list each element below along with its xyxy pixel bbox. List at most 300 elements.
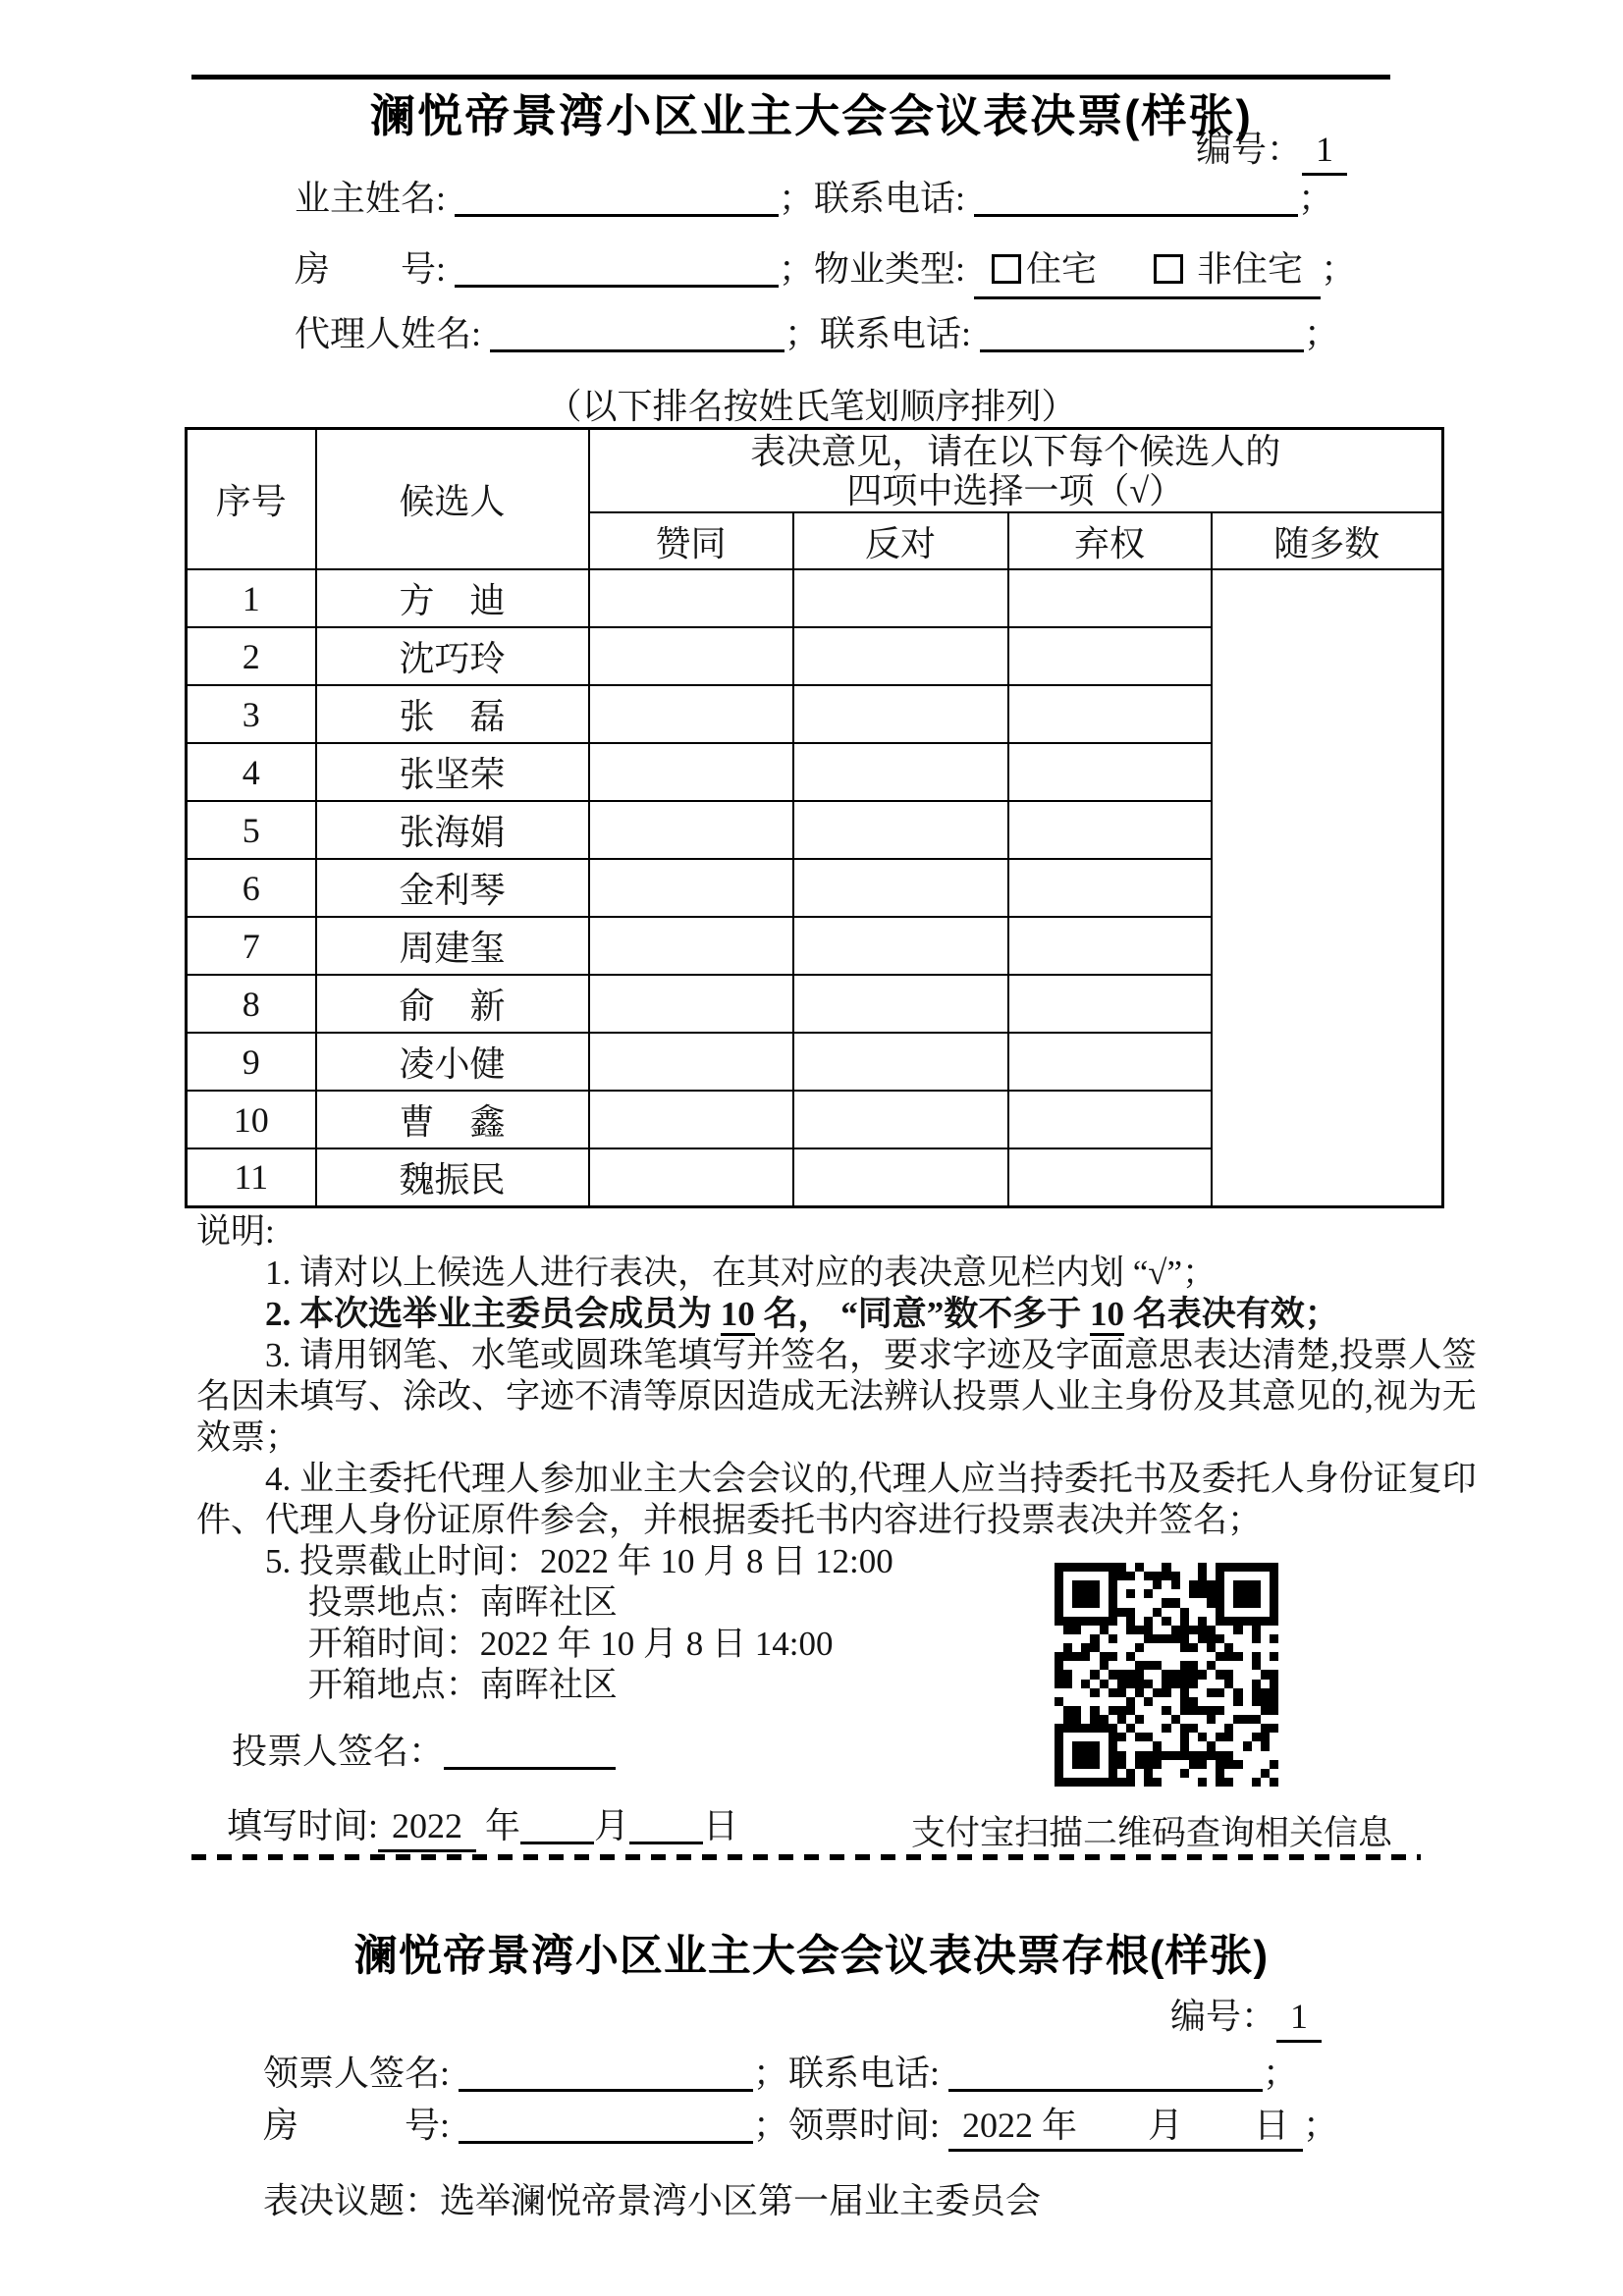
vote-cell-abstain (1008, 743, 1212, 801)
qr-module (1233, 1751, 1242, 1760)
field-label: ；联系电话: (784, 314, 981, 353)
qr-module (1198, 1724, 1207, 1733)
qr-module (1144, 1617, 1153, 1626)
qr-module (1207, 1589, 1216, 1598)
qr-module (1270, 1697, 1278, 1706)
qr-module (1063, 1715, 1072, 1724)
vote-cell-approve (589, 859, 793, 917)
qr-module (1216, 1589, 1224, 1598)
qr-module (1261, 1715, 1270, 1724)
qr-module (1109, 1572, 1117, 1580)
qr-module (1171, 1697, 1180, 1706)
qr-module (1180, 1751, 1189, 1760)
qr-module (1207, 1670, 1216, 1679)
qr-module (1180, 1741, 1189, 1750)
qr-module (1117, 1563, 1126, 1572)
note-text: 说明: (196, 1212, 275, 1251)
qr-module (1090, 1563, 1099, 1572)
qr-module (1117, 1580, 1126, 1589)
qr-module (1153, 1634, 1162, 1643)
qr-module (1243, 1680, 1252, 1688)
note-text: 名， “同意”数不多于 (754, 1295, 1091, 1333)
qr-module (1100, 1697, 1109, 1706)
qr-module (1243, 1643, 1252, 1652)
qr-module (1189, 1751, 1198, 1760)
qr-module (1243, 1706, 1252, 1715)
qr-module (1090, 1643, 1099, 1652)
qr-module (1270, 1769, 1278, 1778)
vote-cell-approve (589, 917, 793, 975)
qr-module (1233, 1697, 1242, 1706)
qr-module (1081, 1572, 1090, 1580)
qr-module (1055, 1661, 1063, 1670)
qr-module (1090, 1724, 1099, 1733)
note-text: 1. 请对以上候选人进行表决，在其对应的表决意见栏内划 “√”； (196, 1254, 1217, 1292)
qr-module (1055, 1778, 1063, 1787)
qr-module (1252, 1661, 1261, 1670)
qr-module (1072, 1661, 1081, 1670)
voter-sign-row (232, 1728, 616, 1775)
blank-line (629, 1806, 703, 1844)
qr-module (1117, 1724, 1126, 1733)
qr-module (1189, 1778, 1198, 1787)
qr-module (1270, 1580, 1278, 1589)
qr-module (1189, 1580, 1198, 1589)
qr-module (1252, 1733, 1261, 1741)
qr-module (1153, 1760, 1162, 1769)
qr-module (1171, 1589, 1180, 1598)
qr-module (1153, 1751, 1162, 1760)
seq-cell: 6 (187, 859, 316, 917)
qr-module (1063, 1661, 1072, 1670)
qr-module (1090, 1715, 1099, 1724)
qr-module (1243, 1580, 1252, 1589)
qr-module (1180, 1652, 1189, 1661)
qr-module (1126, 1670, 1135, 1679)
qr-module (1144, 1580, 1153, 1589)
qr-module (1162, 1652, 1170, 1661)
qr-module (1126, 1643, 1135, 1652)
qr-module (1189, 1598, 1198, 1607)
qr-module (1109, 1778, 1117, 1787)
qr-module (1153, 1715, 1162, 1724)
qr-module (1072, 1715, 1081, 1724)
seq-cell: 10 (187, 1091, 316, 1148)
qr-module (1180, 1724, 1189, 1733)
qr-module (1100, 1778, 1109, 1787)
qr-module (1153, 1778, 1162, 1787)
qr-module (1055, 1598, 1063, 1607)
qr-module (1135, 1617, 1144, 1626)
qr-module (1216, 1652, 1224, 1661)
qr-module (1180, 1626, 1189, 1634)
field-label: ；联系电话: (753, 2054, 949, 2093)
qr-module (1063, 1580, 1072, 1589)
field-label: 月 (594, 1806, 630, 1845)
qr-module (1100, 1733, 1109, 1741)
qr-module (1189, 1626, 1198, 1634)
qr-module (1233, 1706, 1242, 1715)
qr-module (1243, 1760, 1252, 1769)
candidate-name-cell: 张海娟 (316, 801, 589, 859)
qr-module (1126, 1688, 1135, 1697)
qr-module (1243, 1589, 1252, 1598)
qr-module (1189, 1741, 1198, 1750)
qr-module (1224, 1643, 1233, 1652)
note-text: 5. 投票截止时间：2022 年 10 月 8 日 12:00 (196, 1542, 893, 1580)
qr-module (1261, 1598, 1270, 1607)
qr-module (1063, 1769, 1072, 1778)
qr-module (1180, 1706, 1189, 1715)
qr-module (1243, 1598, 1252, 1607)
qr-module (1180, 1589, 1189, 1598)
qr-module (1171, 1634, 1180, 1643)
qr-module (1100, 1715, 1109, 1724)
qr-module (1126, 1751, 1135, 1760)
header-approve: 赞同 (589, 512, 793, 569)
qr-module (1072, 1643, 1081, 1652)
qr-module (1100, 1680, 1109, 1688)
qr-module (1207, 1652, 1216, 1661)
qr-module (1109, 1617, 1117, 1626)
qr-module (1216, 1778, 1224, 1787)
underlined-number: 10 (1090, 1295, 1124, 1336)
qr-module (1180, 1688, 1189, 1697)
seq-cell: 11 (187, 1148, 316, 1206)
qr-module (1100, 1751, 1109, 1760)
note-line (196, 1253, 1473, 1294)
qr-module (1055, 1643, 1063, 1652)
underlined-value: 1 (1276, 1993, 1322, 2043)
qr-module (1100, 1626, 1109, 1634)
qr-module (1252, 1741, 1261, 1750)
qr-module (1126, 1715, 1135, 1724)
qr-module (1270, 1688, 1278, 1697)
qr-module (1198, 1688, 1207, 1697)
qr-module (1109, 1626, 1117, 1634)
qr-module (1135, 1634, 1144, 1643)
note-text: 名表决有效； (1124, 1295, 1339, 1333)
qr-module (1224, 1733, 1233, 1741)
seq-cell: 5 (187, 801, 316, 859)
qr-module (1198, 1589, 1207, 1598)
qr-module (1171, 1706, 1180, 1715)
vote-cell-approve (589, 743, 793, 801)
qr-module (1252, 1563, 1261, 1572)
qr-module (1224, 1598, 1233, 1607)
checkbox-icon (1154, 254, 1183, 284)
qr-module (1126, 1580, 1135, 1589)
qr-module (1189, 1706, 1198, 1715)
qr-module (1072, 1760, 1081, 1769)
qr-module (1189, 1724, 1198, 1733)
qr-module (1135, 1706, 1144, 1715)
qr-module (1171, 1572, 1180, 1580)
qr-module (1207, 1680, 1216, 1688)
qr-module (1144, 1634, 1153, 1643)
note-line (196, 1582, 1473, 1624)
qr-module (1224, 1680, 1233, 1688)
qr-module (1135, 1751, 1144, 1760)
qr-module (1207, 1715, 1216, 1724)
qr-module (1243, 1688, 1252, 1697)
note-text: 件、代理人身份证原件参会，并根据委托书内容进行投票表决并签名； (196, 1501, 1263, 1539)
qr-module (1180, 1608, 1189, 1617)
qr-module (1072, 1724, 1081, 1733)
qr-module (1233, 1715, 1242, 1724)
qr-module (1162, 1589, 1170, 1598)
qr-module (1207, 1778, 1216, 1787)
cut-dashed-line (191, 1854, 1421, 1860)
qr-module (1135, 1670, 1144, 1679)
blank-line (444, 1732, 616, 1770)
qr-module (1198, 1680, 1207, 1688)
qr-module (1153, 1652, 1162, 1661)
seq-cell: 8 (187, 975, 316, 1033)
qr-module (1189, 1661, 1198, 1670)
qr-module (1135, 1652, 1144, 1661)
qr-module (1180, 1670, 1189, 1679)
qr-module (1153, 1769, 1162, 1778)
qr-module (1233, 1572, 1242, 1580)
seq-cell: 1 (187, 569, 316, 627)
vote-cell-oppose (793, 1091, 1008, 1148)
qr-module (1233, 1741, 1242, 1750)
qr-module (1261, 1580, 1270, 1589)
qr-module (1207, 1724, 1216, 1733)
qr-module (1216, 1670, 1224, 1679)
field-label: 编号： (1196, 130, 1303, 169)
qr-module (1063, 1680, 1072, 1688)
checkbox-label: 非住宅 (1188, 249, 1304, 289)
qr-module (1171, 1661, 1180, 1670)
qr-module (1117, 1760, 1126, 1769)
qr-module (1171, 1617, 1180, 1626)
qr-module (1270, 1652, 1278, 1661)
qr-module (1055, 1751, 1063, 1760)
qr-module (1261, 1680, 1270, 1688)
qr-module (1063, 1688, 1072, 1697)
qr-module (1243, 1661, 1252, 1670)
qr-module (1252, 1715, 1261, 1724)
qr-module (1171, 1643, 1180, 1652)
qr-module (1090, 1697, 1099, 1706)
stub-sign-row (263, 2050, 1298, 2097)
vote-cell-approve (589, 1033, 793, 1091)
qr-module (1126, 1697, 1135, 1706)
qr-module (1261, 1670, 1270, 1679)
field-label: 编号： (1170, 1997, 1277, 2036)
qr-module (1090, 1741, 1099, 1750)
vote-cell-abstain (1008, 975, 1212, 1033)
qr-module (1252, 1580, 1261, 1589)
vote-instruction-line2: 四项中选择一项（√） (846, 470, 1185, 510)
qr-module (1207, 1598, 1216, 1607)
qr-module (1189, 1617, 1198, 1626)
serial1-row (1196, 126, 1347, 176)
qr-module (1224, 1715, 1233, 1724)
qr-module (1109, 1598, 1117, 1607)
qr-module (1180, 1778, 1189, 1787)
qr-module (1171, 1598, 1180, 1607)
qr-module (1252, 1634, 1261, 1643)
qr-module (1270, 1617, 1278, 1626)
qr-module (1055, 1724, 1063, 1733)
qr-module (1233, 1733, 1242, 1741)
qr-module (1180, 1617, 1189, 1626)
underlined-value: 2022 年 月 日 (948, 2102, 1303, 2152)
qr-module (1109, 1643, 1117, 1652)
qr-module (1081, 1670, 1090, 1679)
qr-module (1072, 1626, 1081, 1634)
seq-cell: 2 (187, 627, 316, 685)
qr-module (1063, 1643, 1072, 1652)
qr-module (1153, 1680, 1162, 1688)
vote-cell-abstain (1008, 569, 1212, 627)
qr-module (1216, 1741, 1224, 1750)
qr-module (1055, 1688, 1063, 1697)
qr-module (1055, 1741, 1063, 1750)
field-label: ； (1263, 2054, 1299, 2093)
qr-module (1109, 1733, 1117, 1741)
qr-module (1189, 1652, 1198, 1661)
qr-module (1198, 1760, 1207, 1769)
qr-module (1055, 1589, 1063, 1598)
qr-module (1233, 1626, 1242, 1634)
qr-module (1171, 1608, 1180, 1617)
blank-line (490, 314, 784, 352)
qr-module (1216, 1661, 1224, 1670)
qr-module (1243, 1724, 1252, 1733)
qr-module (1126, 1661, 1135, 1670)
qr-module (1055, 1680, 1063, 1688)
qr-module (1117, 1706, 1126, 1715)
qr-module (1270, 1724, 1278, 1733)
qr-module (1198, 1572, 1207, 1580)
qr-module (1189, 1572, 1198, 1580)
qr-module (1063, 1634, 1072, 1643)
qr-module (1171, 1760, 1180, 1769)
vote-cell-abstain (1008, 627, 1212, 685)
note-line (196, 1624, 1473, 1665)
qr-module (1198, 1652, 1207, 1661)
qr-module (1153, 1572, 1162, 1580)
qr-module (1126, 1634, 1135, 1643)
vote-cell-approve (589, 569, 793, 627)
qr-module (1207, 1706, 1216, 1715)
qr-module (1081, 1563, 1090, 1572)
qr-module (1117, 1670, 1126, 1679)
qr-module (1055, 1608, 1063, 1617)
qr-module (1243, 1652, 1252, 1661)
qr-module (1117, 1715, 1126, 1724)
qr-module (1055, 1563, 1063, 1572)
stub-title: 澜悦帝景湾小区业主大会会议表决票存根(样张) (353, 1932, 1270, 1980)
qr-module (1153, 1741, 1162, 1750)
qr-module (1270, 1778, 1278, 1787)
qr-module (1063, 1572, 1072, 1580)
field-label: 代理人姓名: (295, 314, 491, 353)
qr-module (1162, 1643, 1170, 1652)
qr-module (1216, 1733, 1224, 1741)
room-row (295, 245, 1356, 299)
qr-module (1072, 1634, 1081, 1643)
qr-module (1072, 1680, 1081, 1688)
qr-module (1233, 1617, 1242, 1626)
qr-module (1233, 1643, 1242, 1652)
qr-module (1198, 1733, 1207, 1741)
qr-module (1144, 1680, 1153, 1688)
qr-module (1162, 1715, 1170, 1724)
vote-cell-follow-majority (1212, 569, 1443, 1206)
qr-module (1261, 1769, 1270, 1778)
qr-module (1171, 1778, 1180, 1787)
qr-module (1270, 1563, 1278, 1572)
qr-module (1162, 1617, 1170, 1626)
qr-module (1072, 1572, 1081, 1580)
qr-module (1207, 1688, 1216, 1697)
qr-module (1090, 1778, 1099, 1787)
qr-module (1270, 1741, 1278, 1750)
qr-module (1233, 1680, 1242, 1688)
qr-module (1198, 1617, 1207, 1626)
qr-module (1117, 1661, 1126, 1670)
vote-cell-approve (589, 801, 793, 859)
vote-cell-approve (589, 1091, 793, 1148)
qr-module (1233, 1652, 1242, 1661)
qr-module (1216, 1572, 1224, 1580)
qr-module (1117, 1733, 1126, 1741)
qr-module (1117, 1572, 1126, 1580)
field-label: 投票人签名： (232, 1732, 445, 1771)
qr-module (1144, 1697, 1153, 1706)
qr-module (1207, 1733, 1216, 1741)
qr-module (1180, 1697, 1189, 1706)
qr-module (1072, 1706, 1081, 1715)
qr-module (1081, 1697, 1090, 1706)
qr-module (1063, 1608, 1072, 1617)
qr-module (1063, 1724, 1072, 1733)
qr-module (1162, 1598, 1170, 1607)
fill-date-row (227, 1802, 738, 1852)
qr-module (1162, 1661, 1170, 1670)
qr-module (1162, 1572, 1170, 1580)
qr-module (1216, 1751, 1224, 1760)
vote-cell-approve (589, 627, 793, 685)
qr-module (1162, 1724, 1170, 1733)
qr-module (1090, 1598, 1099, 1607)
candidate-vote-table-wrap (185, 427, 1444, 1208)
qr-module (1081, 1608, 1090, 1617)
qr-module (1109, 1706, 1117, 1715)
field-label: 房 号: (295, 249, 456, 289)
qr-module (1252, 1572, 1261, 1580)
field-label: ；领票时间: (753, 2106, 949, 2145)
qr-module (1090, 1634, 1099, 1643)
qr-module (1233, 1608, 1242, 1617)
qr-module (1207, 1769, 1216, 1778)
qr-module (1162, 1733, 1170, 1741)
qr-module (1109, 1563, 1117, 1572)
qr-module (1252, 1751, 1261, 1760)
qr-module (1153, 1626, 1162, 1634)
qr-module (1109, 1580, 1117, 1589)
qr-module (1126, 1778, 1135, 1787)
candidate-name-cell: 张 磊 (316, 685, 589, 743)
vote-cell-abstain (1008, 917, 1212, 975)
qr-module (1252, 1652, 1261, 1661)
qr-module (1162, 1760, 1170, 1769)
